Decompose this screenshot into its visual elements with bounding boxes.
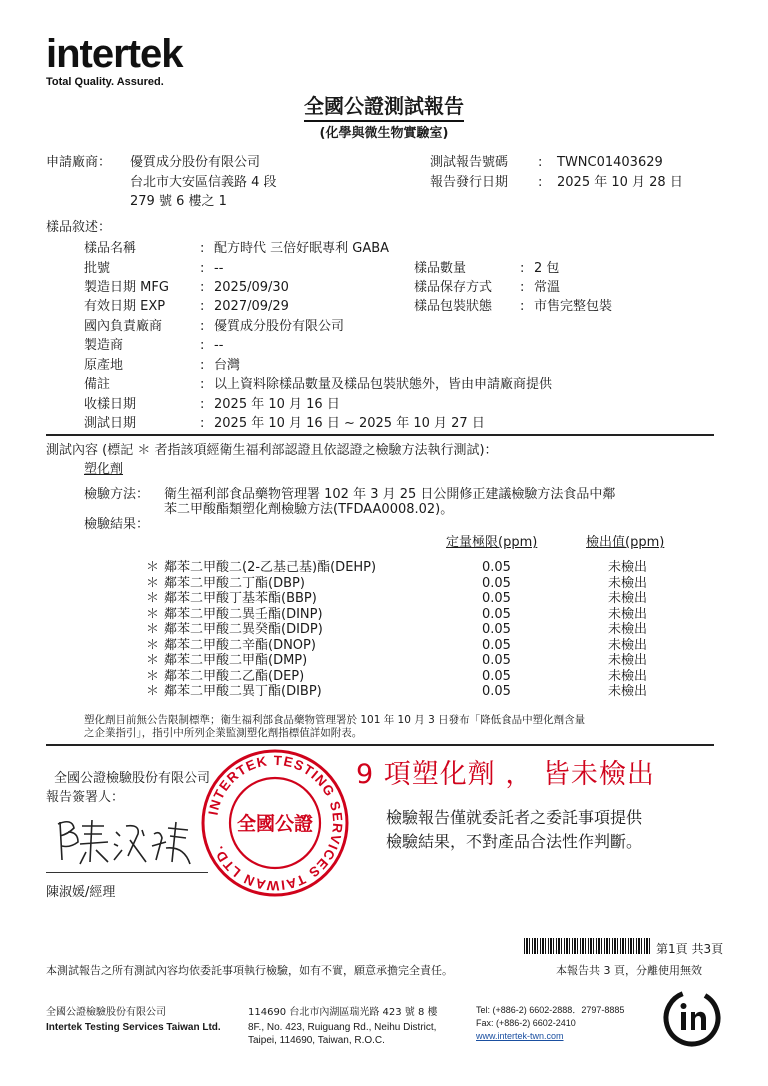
colon: : [200,377,205,392]
seal-center-text: 全國公證 [236,813,314,835]
applicant-address-2: 279 號 6 樓之 1 [130,194,227,209]
intertek-logo [46,34,183,88]
report-no-value: TWNC01403629 [557,155,663,170]
responsible-label: 國內負責廠商 [84,319,163,334]
results-table [146,560,686,700]
accreditation-mark: ＊ [146,606,160,622]
applicant-address-1: 台北市大安區信義路 4 段 [130,175,277,190]
test-date-label: 測試日期 [84,416,137,431]
logo-tagline: Total Quality. Assured. [46,76,164,88]
colon: : [200,397,205,412]
colon: : [200,338,205,353]
footer-address-zh: 114690 台北市內湖區瑞光路 423 號 8 樓 [248,1007,438,1018]
detection-result: 未檢出 [608,637,648,653]
accreditation-mark: ＊ [146,575,160,591]
note-value: 以上資料除樣品數量及樣品包裝狀態外，皆由申請廠商提供 [214,377,553,392]
quantification-limit: 0.05 [482,622,511,637]
signer-company: 全國公證檢驗股份有限公司 [54,771,211,786]
colon: : [200,241,205,256]
mfg-value: 2025/09/30 [214,280,289,295]
colon: : [538,155,543,170]
signature-line [46,872,208,873]
footer-fax: Fax: (+886-2) 6602-2410 [476,1018,576,1028]
test-category: 塑化劑 [84,462,124,477]
footnote-line-1: 塑化劑目前無公告限制標準；衛生福利部食品藥物管理署於 101 年 10 月 3 日發布「降低食品中塑化劑含量 [84,714,586,726]
receive-date-value: 2025 年 10 月 16 日 [214,397,340,412]
accreditation-mark: ＊ [146,668,160,684]
maker-value: -- [214,338,224,353]
test-date-value: 2025 年 10 月 16 日 ~ 2025 年 10 月 27 日 [214,416,485,431]
colon: : [200,358,205,373]
accreditation-mark: ＊ [146,560,160,575]
page-indicator: 第1頁 共3頁 [656,942,724,956]
responsible-value: 優質成分股份有限公司 [214,319,345,334]
disclaimer-line-1: 檢驗報告僅就委託者之委託事項提供 [386,808,643,827]
col-header-limit: 定量極限(ppm) [446,535,538,550]
accreditation-mark: ＊ [146,591,160,606]
report-no-label: 測試報告號碼 [430,155,509,170]
result-row [146,653,686,669]
colon: : [520,280,525,295]
applicant-label: 申請廠商： [46,155,112,170]
footer-address-en-2: Taipei, 114690, Taiwan, R.O.C. [248,1035,385,1046]
colon: : [538,175,543,190]
colon: : [200,261,205,276]
detection-result: 未檢出 [608,575,648,591]
quantification-limit: 0.05 [482,637,511,653]
method-line-1: 衛生福利部食品藥物管理署 102 年 3 月 25 日公開修正建議檢驗方法食品中鄰 [164,487,616,502]
detection-result: 未檢出 [608,622,648,637]
package-value: 市售完整包裝 [534,299,613,314]
colon: : [200,299,205,314]
result-row [146,560,686,576]
batch-label: 批號 [84,261,111,276]
exp-value: 2027/09/29 [214,299,289,314]
footer-website-link[interactable]: www.intertek-twn.com [476,1031,564,1041]
analyte-name: 鄰苯二甲酸二異癸酯(DIDP) [164,622,323,637]
signer-label: 報告簽署人： [46,790,125,805]
barcode [524,938,650,954]
intertek-in-logo-icon [660,986,724,1050]
page-count-note: 本報告共 3 頁，分離使用無效 [556,964,702,977]
quantification-limit: 0.05 [482,575,511,591]
colon: : [520,261,525,276]
footer-tel: Tel: (+886-2) 6602-2888．2797-8885 [476,1005,625,1015]
method-label: 檢驗方法： [84,487,150,502]
analyte-name: 鄰苯二甲酸丁基苯酯(BBP) [164,591,317,606]
signer-name: 陳淑媛/經理 [46,885,116,900]
analyte-name: 鄰苯二甲酸二(2-乙基己基)酯(DEHP) [164,560,377,575]
handwritten-signature [50,812,200,872]
result-row [146,591,686,607]
report-date-label: 報告發行日期 [430,175,509,190]
analyte-name: 鄰苯二甲酸二丁酯(DBP) [164,575,305,591]
company-seal [200,748,350,898]
responsibility-note: 本測試報告之所有測試內容均依委託事項執行檢驗，如有不實，願意承擔完全責任。 [46,964,453,977]
receive-date-label: 收樣日期 [84,397,137,412]
analyte-name: 鄰苯二甲酸二異丁酯(DIBP) [164,684,322,699]
accreditation-mark: ＊ [146,653,160,668]
result-row [146,576,686,592]
quantity-value: 2 包 [534,261,560,276]
quantity-label: 樣品數量 [414,261,467,276]
result-row [146,669,686,685]
report-date-value: 2025 年 10 月 28 日 [557,175,683,190]
detection-result: 未檢出 [608,560,648,575]
result-label: 檢驗結果： [84,517,150,532]
note-label: 備註 [84,377,111,392]
analyte-name: 鄰苯二甲酸二辛酯(DNOP) [164,637,316,653]
origin-label: 原產地 [84,358,124,373]
detection-result: 未檢出 [608,606,648,622]
report-title: 全國公證測試報告 [0,90,768,119]
quantification-limit: 0.05 [482,560,511,575]
colon: : [200,280,205,295]
sample-name-label: 樣品名稱 [84,241,137,256]
disclaimer-line-2: 檢驗結果，不對產品合法性作判斷。 [386,832,643,851]
applicant-name: 優質成分股份有限公司 [130,155,261,170]
footer-address-en-1: 8F., No. 423, Ruiguang Rd., Neihu District, [248,1022,437,1033]
quantification-limit: 0.05 [482,668,511,684]
batch-value: -- [214,261,224,276]
result-row [146,684,686,700]
quantification-limit: 0.05 [482,591,511,606]
footer-company-zh: 全國公證檢驗股份有限公司 [46,1007,166,1018]
analyte-name: 鄰苯二甲酸二異壬酯(DINP) [164,606,323,622]
sample-heading: 樣品敘述： [46,220,112,235]
report-subtitle: (化學與微生物實驗室) [319,126,449,141]
section-divider [46,744,714,746]
result-row [146,607,686,623]
footnote-line-2: 之企業指引」，指引中所列企業監測塑化劑指標值詳如附表。 [84,727,363,739]
origin-value: 台灣 [214,358,241,373]
detection-result: 未檢出 [608,653,648,668]
col-header-detect: 檢出值(ppm) [586,535,665,550]
section-divider [46,434,714,436]
detection-result: 未檢出 [608,684,648,699]
detection-result: 未檢出 [608,668,648,684]
maker-label: 製造商 [84,338,124,353]
logo-wordmark: intertek [46,32,183,76]
exp-label: 有效日期 EXP [84,299,166,314]
test-heading: 測試內容 (標記 ＊ 者指該項經衛生福利部認證且依認證之檢驗方法執行測試)： [46,443,498,458]
result-row [146,638,686,654]
accreditation-mark: ＊ [146,637,160,653]
storage-value: 常溫 [534,280,561,295]
colon: : [520,299,525,314]
mfg-label: 製造日期 MFG [84,280,169,295]
analyte-name: 鄰苯二甲酸二乙酯(DEP) [164,668,305,684]
analyte-name: 鄰苯二甲酸二甲酯(DMP) [164,653,308,668]
detection-result: 未檢出 [608,591,648,606]
colon: : [200,416,205,431]
quantification-limit: 0.05 [482,606,511,622]
footer-company-en: Intertek Testing Services Taiwan Ltd. [46,1022,221,1033]
accreditation-mark: ＊ [146,622,160,637]
quantification-limit: 0.05 [482,684,511,699]
highlight-conclusion: 9 項塑化劑 ， 皆未檢出 [356,759,655,790]
colon: : [200,319,205,334]
storage-label: 樣品保存方式 [414,280,493,295]
seal-ring-text: INTERTEK TESTING SERVICES TAIWAN LTD. [205,752,346,894]
quantification-limit: 0.05 [482,653,511,668]
sample-name-value: 配方時代 三倍好眠專利 GABA [214,241,390,256]
package-label: 樣品包裝狀態 [414,299,493,314]
accreditation-mark: ＊ [146,684,160,699]
method-line-2: 苯二甲酸酯類塑化劑檢驗方法(TFDAA0008.02)。 [164,502,454,517]
result-row [146,622,686,638]
